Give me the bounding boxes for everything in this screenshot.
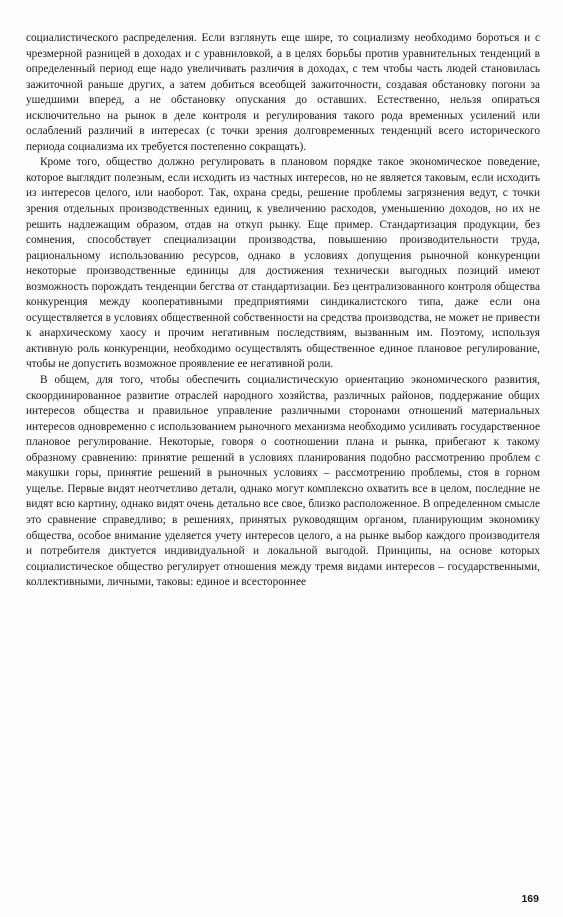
body-text [26, 31, 540, 591]
paragraph-3: В общем, для того, чтобы обеспечить социалистическую ориентацию экономического развития, скоординированное развитие отраслей народного хозяйства, различных районов, поддержание общих интересов общества и правильное управление различными сторонами отношений материальных интересов одновременно с использованием рыночного механизма необходимо усиливать государственное плановое регулирование. Некоторые, говоря о соотношении плана и рынка, прибегают к такому образному сравнению: принятие решений в условиях планирования подобно рассмотрению проблем с макушки горы, принятие решений в рыночных условиях – рассмотрению проблемы, стоя в горном ущелье. Первые видят неотчетливо детали, однако могут комплексно охватить все в целом, последние не видят всю картину, однако видят очень детально все свое, близко расположенное. В определенном смысле это сравнение справедливо; в решениях, принятых руководящим органом, планирующим экономику общества, особое внимание уделяется учету интересов целого, а на рынке выбор каждого производителя и потребителя диктуется индивидуальной и локальной выгодой. Принципы, на основе которых социалистическое общество регулирует отношения между тремя видами интересов – государственными, коллективными, личными, таковы: единое и всестороннее [26, 374, 540, 589]
paragraph-2: Кроме того, общество должно регулировать в плановом порядке такое экономическое поведение, которое выглядит полезным, если исходить из частных интересов, но не является таковым, если исходить из интересов целого, или наоборот. Так, охрана среды, решение проблемы загрязнения ведут, с точки зрения отдельных производственных единиц, к увеличению расходов, уменьшению доходов, но их не решить надлежащим образом, отдав на откуп рынку. Еще пример. Стандартизация продукции, без сомнения, способствует специализации производства, повышению производительности труда, рациональному использованию ресурсов, однако в условиях допущения рыночной конкуренции некоторые производственные единицы для достижения технически выгодных позиций имеют возможность порождать тенденции бегства от стандартизации. Без централизованного контроля общества конкуренция между кооперативными предприятиями синдикалистского типа, даже если она осуществляется в условиях общественной собственности на средства производства, не может не привести к анархическому хаосу и прочим негативным последствиям, вызванным им. Поэтому, используя активную роль конкуренции, необходимо осуществлять общественное единое плановое регулирование, чтобы не допустить возможное проявление ее негативной роли. [26, 156, 540, 371]
page-number: 169 [521, 893, 539, 905]
paragraph-1: социалистического распределения. Если взглянуть еще шире, то социализму необходимо бороться и с чрезмерной разницей в доходах и с уравниловкой, а в целях борьбы против уравнительных тенденций в определенный период еще надо увеличивать различия в доходах, с тем чтобы часть людей становилась зажиточной раньше других, а затем добиться всеобщей зажиточности, создавая обстановку погони за ушедшими вперед, а не обстановку опускания до оставших. Естественно, нельзя опираться исключительно на рынок в деле контроля и регулирования такого рода временных усилений или ослаблений различий в интересах (с точки зрения долговременных тенденций всего исторического периода социализма их требуется постепенно сокращать). [26, 32, 540, 153]
